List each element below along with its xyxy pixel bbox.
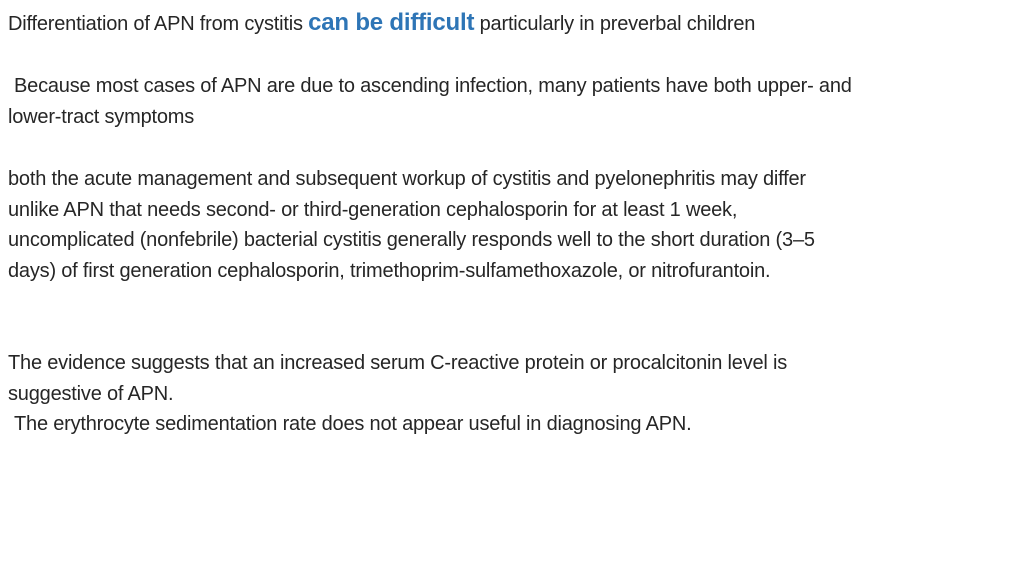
paragraph-evidence-line-1: The evidence suggests that an increased serum C-reactive protein or procalcitonin level is [8, 352, 788, 374]
paragraph-management-line-2: unlike APN that needs second- or third-generation cephalosporin for at least 1 week, [8, 199, 738, 221]
paragraph-apn-vs-cystitis [8, 8, 755, 39]
paragraph-evidence-line-2: suggestive of APN. [8, 383, 174, 405]
emphasis-text: can be difficult [308, 9, 475, 36]
text-suffix: particularly in preverbal children [474, 13, 756, 35]
paragraph-ascending-line-1: Because most cases of APN are due to ascending infection, many patients have both upper- and [14, 75, 852, 97]
paragraph-management-line-4: days) of first generation cephalosporin, trimethoprim-sulfamethoxazole, or nitrofurantoin. [8, 260, 771, 282]
paragraph-management-line-3: uncomplicated (nonfebrile) bacterial cystitis generally responds well to the short duration (3–5 [8, 229, 815, 251]
paragraph-evidence-line-3: The erythrocyte sedimentation rate does not appear useful in diagnosing APN. [14, 413, 692, 435]
text-prefix: Differentiation of APN from cystitis [8, 13, 309, 35]
paragraph-ascending-line-2: lower-tract symptoms [8, 106, 195, 128]
paragraph-management-line-1: both the acute management and subsequent workup of cystitis and pyelonephritis may differ [8, 168, 806, 190]
